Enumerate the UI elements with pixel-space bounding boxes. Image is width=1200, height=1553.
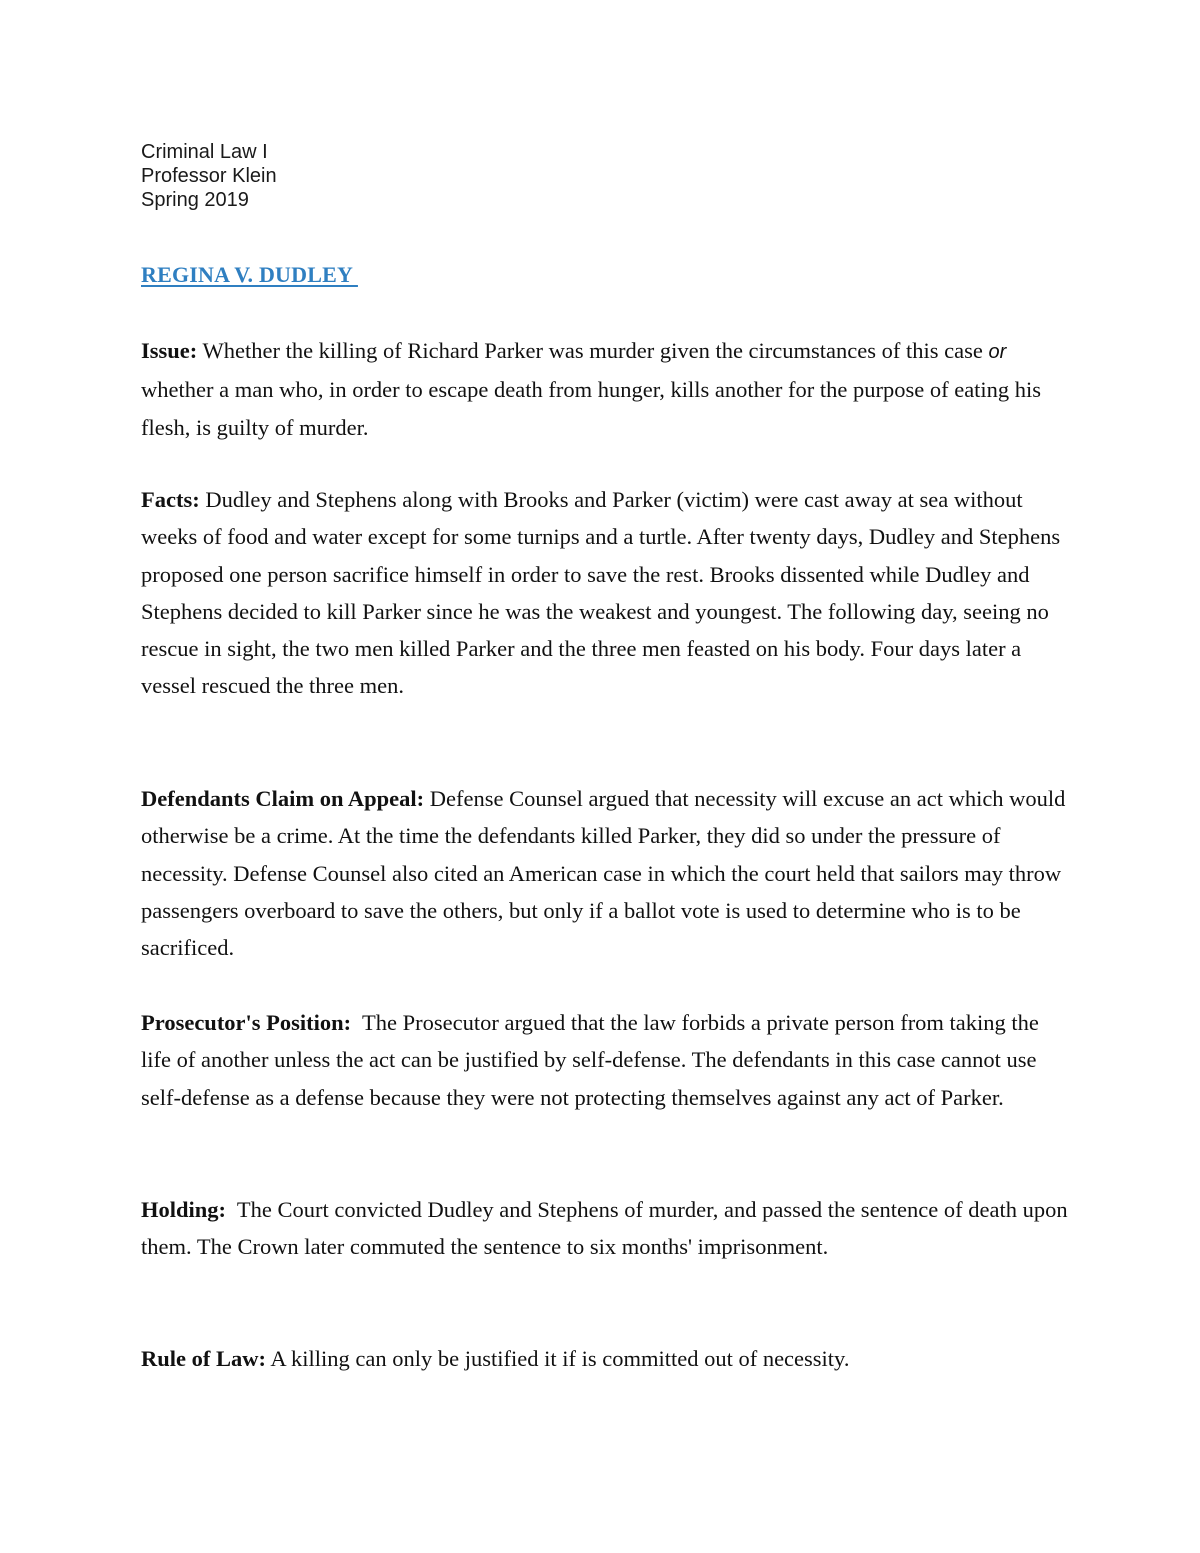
case-title-link[interactable]: REGINA V. DUDLEY bbox=[141, 262, 358, 287]
holding-section bbox=[141, 1191, 1074, 1266]
facts-section bbox=[141, 481, 1071, 705]
rule-paragraph bbox=[141, 1340, 1071, 1377]
issue-text-after: whether a man who, in order to escape death from hunger, kills another for the purpose of eating his flesh, is guilty of murder. bbox=[141, 377, 1042, 440]
claim-label: Defendants Claim on Appeal: bbox=[141, 786, 425, 811]
course-name: Criminal Law I bbox=[141, 141, 268, 163]
issue-section bbox=[141, 332, 1071, 446]
holding-label: Holding: bbox=[141, 1197, 227, 1222]
issue-text-before: Whether the killing of Richard Parker was murder given the circumstances of this case bbox=[197, 338, 989, 363]
issue-paragraph bbox=[141, 332, 1071, 446]
holding-text: The Court convicted Dudley and Stephens of murder, and passed the sentence of death upon them. The Crown later commuted the sentence to six months' imprisonment. bbox=[141, 1197, 1074, 1260]
issue-emphasis: or bbox=[988, 341, 1007, 363]
claim-paragraph bbox=[141, 780, 1071, 966]
rule-section bbox=[141, 1340, 1071, 1377]
prosecutor-section bbox=[141, 1004, 1071, 1116]
prosecutor-paragraph bbox=[141, 1004, 1071, 1116]
prosecutor-text: The Prosecutor argued that the law forbids a private person from taking the life of another unless the act can be justified by self-defense. The defendants in this case cannot use self-defense as a defense because they were not protecting themselves against any act of Parker. bbox=[141, 1010, 1045, 1110]
rule-text: A killing can only be justified it if is committed out of necessity. bbox=[266, 1346, 850, 1371]
issue-label: Issue: bbox=[141, 338, 198, 363]
facts-text: Dudley and Stephens along with Brooks and Parker (victim) were cast away at sea without weeks of food and water except for some turnips and a turtle. After twenty days, Dudley and Stephens proposed one person sacrifice himself in order to save the rest. Brooks dissented while Dudley and Stephens decided to kill Parker since he was the weakest and youngest. The following day, seeing no rescue in sight, the two men killed Parker and the three men feasted on his body. Four days later a vessel rescued the three men. bbox=[141, 487, 1061, 699]
facts-label: Facts: bbox=[141, 487, 200, 512]
claim-section bbox=[141, 780, 1071, 966]
rule-label: Rule of Law: bbox=[141, 1346, 266, 1371]
course-header bbox=[141, 140, 277, 212]
facts-paragraph bbox=[141, 481, 1071, 705]
holding-paragraph bbox=[141, 1191, 1074, 1266]
term: Spring 2019 bbox=[141, 189, 249, 211]
prosecutor-label: Prosecutor's Position: bbox=[141, 1010, 352, 1035]
professor-name: Professor Klein bbox=[141, 165, 277, 187]
claim-text: Defense Counsel argued that necessity will excuse an act which would otherwise be a crime. At the time the defendants killed Parker, they did so under the pressure of necessity. Defense Counsel also cited an American case in which the court held that sailors may throw passengers overboard to save the others, but only if a ballot vote is used to determine who is to be sacrificed. bbox=[141, 786, 1066, 961]
